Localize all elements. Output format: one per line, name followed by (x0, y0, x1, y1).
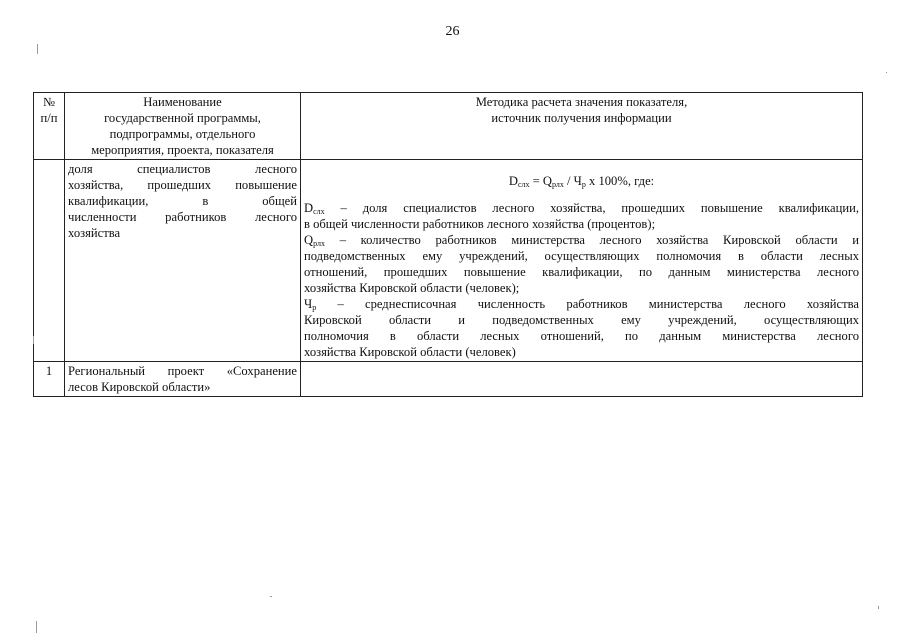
project-name-line: лесов Кировской области» (68, 380, 211, 394)
method-cell-empty (301, 362, 863, 397)
row-number-cell (34, 160, 65, 362)
indicator-name-line: хозяйства (68, 226, 121, 240)
project-name-line: Региональный проект «Сохранение (68, 364, 297, 378)
header-name-line: мероприятия, проекта, показателя (91, 143, 274, 157)
header-method-line: источник получения информации (491, 111, 672, 125)
header-name (65, 93, 301, 160)
header-name-line: государственной программы, (104, 111, 261, 125)
table-row (34, 362, 863, 397)
header-number-line: № (42, 95, 56, 109)
indicator-name-line: доля специалистов лесного (68, 162, 297, 176)
scan-artifact (37, 44, 38, 54)
definition-d: $D_{слх}$ – доля специалистов лесного хозяйства, прошедших повышение квалификации, в общей численности работников лесного хозяйства (процентов); (304, 201, 859, 231)
formula: $D_{слх} = Q_{рлх} / Ч_р$ х 100%, где: (508, 174, 655, 189)
table-header-row (34, 93, 863, 160)
indicator-table (33, 92, 863, 397)
header-name-line: подпрограммы, отдельного (109, 127, 256, 141)
header-method (301, 93, 863, 160)
header-name-line: Наименование (143, 95, 222, 109)
header-method-line: Методика расчета значения показателя, (475, 95, 688, 109)
scan-artifact (33, 336, 34, 344)
header-number-line: п/п (40, 111, 58, 125)
scan-artifact (878, 606, 879, 609)
indicator-name-line: хозяйства, прошедших повышение (68, 178, 297, 192)
definition-ch: $Ч_р$ – среднесписочная численность работников министерства лесного хозяйства Кировской области и подведомственных ему учреждений, осуществляющих полномочия в области лесных отношений, по данным министерства лесного хозяйства Кировской области (человек) (304, 297, 859, 359)
scan-artifact (36, 621, 37, 633)
indicator-name-line: численности работников лесного (68, 210, 297, 224)
row-number-cell: 1 (34, 362, 65, 397)
page-number: 26 (445, 24, 460, 39)
table-row (34, 160, 863, 362)
method-cell (301, 160, 863, 362)
scan-artifact (270, 596, 272, 597)
definition-q: $Q_{рлх}$ – количество работников министерства лесного хозяйства Кировской области и подведомственных ему учреждений, осуществляющих полномочия в области лесных отношений, прошедших повышение квалификации, по данным министерства лесного хозяйства Кировской области (человек); (304, 233, 859, 295)
header-number (34, 93, 65, 160)
scan-artifact (886, 72, 887, 73)
indicator-name-line: квалификации, в общей (68, 194, 297, 208)
project-name-cell (65, 362, 301, 397)
indicator-name-cell (65, 160, 301, 362)
